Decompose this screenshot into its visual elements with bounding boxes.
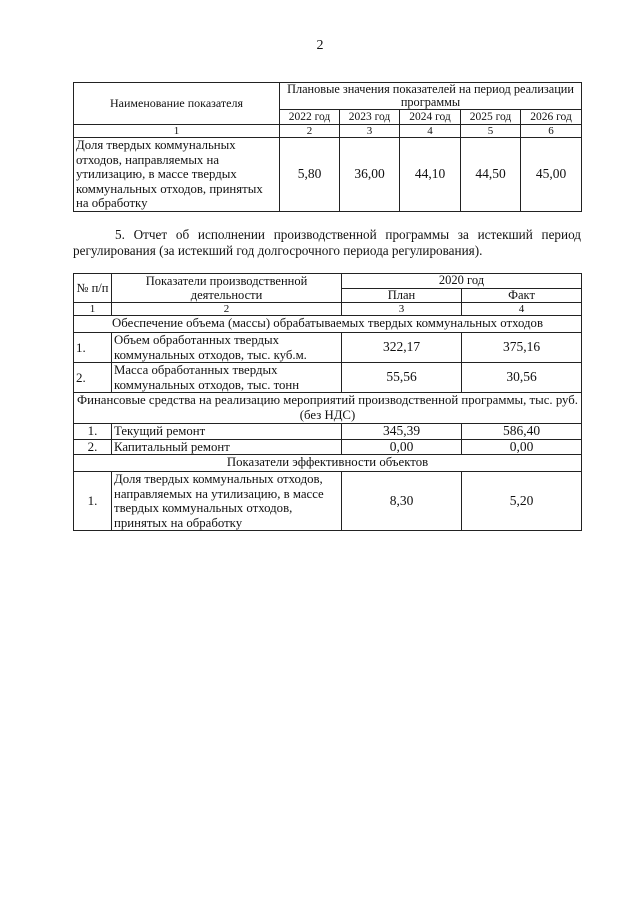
section-title: Показатели эффективности объектов xyxy=(74,455,582,472)
header-planned-values: Плановые значения показателей на период реализации программы xyxy=(280,83,582,110)
row-indicator: Объем обработанных твердых коммунальных отходов, тыс. куб.м. xyxy=(112,333,342,363)
header-plan: План xyxy=(342,288,462,303)
section-title: Обеспечение объема (массы) обрабатываемых твердых коммунальных отходов xyxy=(74,316,582,333)
row-indicator: Текущий ремонт xyxy=(112,424,342,440)
column-index: 1 xyxy=(74,125,280,138)
row-number: 2. xyxy=(74,363,112,393)
header-fact: Факт xyxy=(462,288,582,303)
column-index: 6 xyxy=(521,125,582,138)
year-cell: 2026 год xyxy=(521,110,582,125)
planned-indicators-table xyxy=(73,82,582,212)
fact-value: 30,56 xyxy=(462,363,582,393)
year-cell: 2023 год xyxy=(340,110,400,125)
column-index: 4 xyxy=(462,303,582,316)
column-index: 4 xyxy=(400,125,461,138)
plan-value: 322,17 xyxy=(342,333,462,363)
fact-value: 5,20 xyxy=(462,472,582,531)
column-index: 1 xyxy=(74,303,112,316)
header-year: 2020 год xyxy=(342,274,582,289)
section-title: Финансовые средства на реализацию мероприятий производственной программы, тыс. руб. (без НДС) xyxy=(74,393,582,424)
row-number: 1. xyxy=(74,472,112,531)
column-index: 2 xyxy=(112,303,342,316)
page-number: 2 xyxy=(316,38,324,53)
row-number: 2. xyxy=(74,439,112,455)
plan-value: 345,39 xyxy=(342,424,462,440)
header-number: № п/п xyxy=(74,274,112,303)
row-indicator: Масса обработанных твердых коммунальных отходов, тыс. тонн xyxy=(112,363,342,393)
value-cell: 45,00 xyxy=(521,138,582,212)
report-paragraph: 5. Отчет об исполнении производственной программы за истекший период регулирования (за истекший год долгосрочного периода регулирования). xyxy=(73,227,581,258)
row-number: 1. xyxy=(74,424,112,440)
value-cell: 36,00 xyxy=(340,138,400,212)
value-cell: 5,80 xyxy=(280,138,340,212)
column-index: 2 xyxy=(280,125,340,138)
column-index: 3 xyxy=(342,303,462,316)
year-cell: 2022 год xyxy=(280,110,340,125)
header-indicators: Показатели производственной деятельности xyxy=(112,274,342,303)
plan-value: 8,30 xyxy=(342,472,462,531)
value-cell: 44,50 xyxy=(461,138,521,212)
program-report-table xyxy=(73,273,582,531)
fact-value: 0,00 xyxy=(462,439,582,455)
year-cell: 2025 год xyxy=(461,110,521,125)
header-indicator-name: Наименование показателя xyxy=(74,83,280,125)
row-indicator: Доля твердых коммунальных отходов, направляемых на утилизацию, в массе твердых коммунальных отходов, принятых на обработку xyxy=(112,472,342,531)
year-cell: 2024 год xyxy=(400,110,461,125)
row-number: 1. xyxy=(74,333,112,363)
fact-value: 586,40 xyxy=(462,424,582,440)
value-cell: 44,10 xyxy=(400,138,461,212)
plan-value: 0,00 xyxy=(342,439,462,455)
column-index: 5 xyxy=(461,125,521,138)
indicator-name-cell: Доля твердых коммунальных отходов, направляемых на утилизацию, в массе твердых коммунальных отходов, принятых на обработку xyxy=(74,138,280,212)
row-indicator: Капитальный ремонт xyxy=(112,439,342,455)
plan-value: 55,56 xyxy=(342,363,462,393)
fact-value: 375,16 xyxy=(462,333,582,363)
column-index: 3 xyxy=(340,125,400,138)
